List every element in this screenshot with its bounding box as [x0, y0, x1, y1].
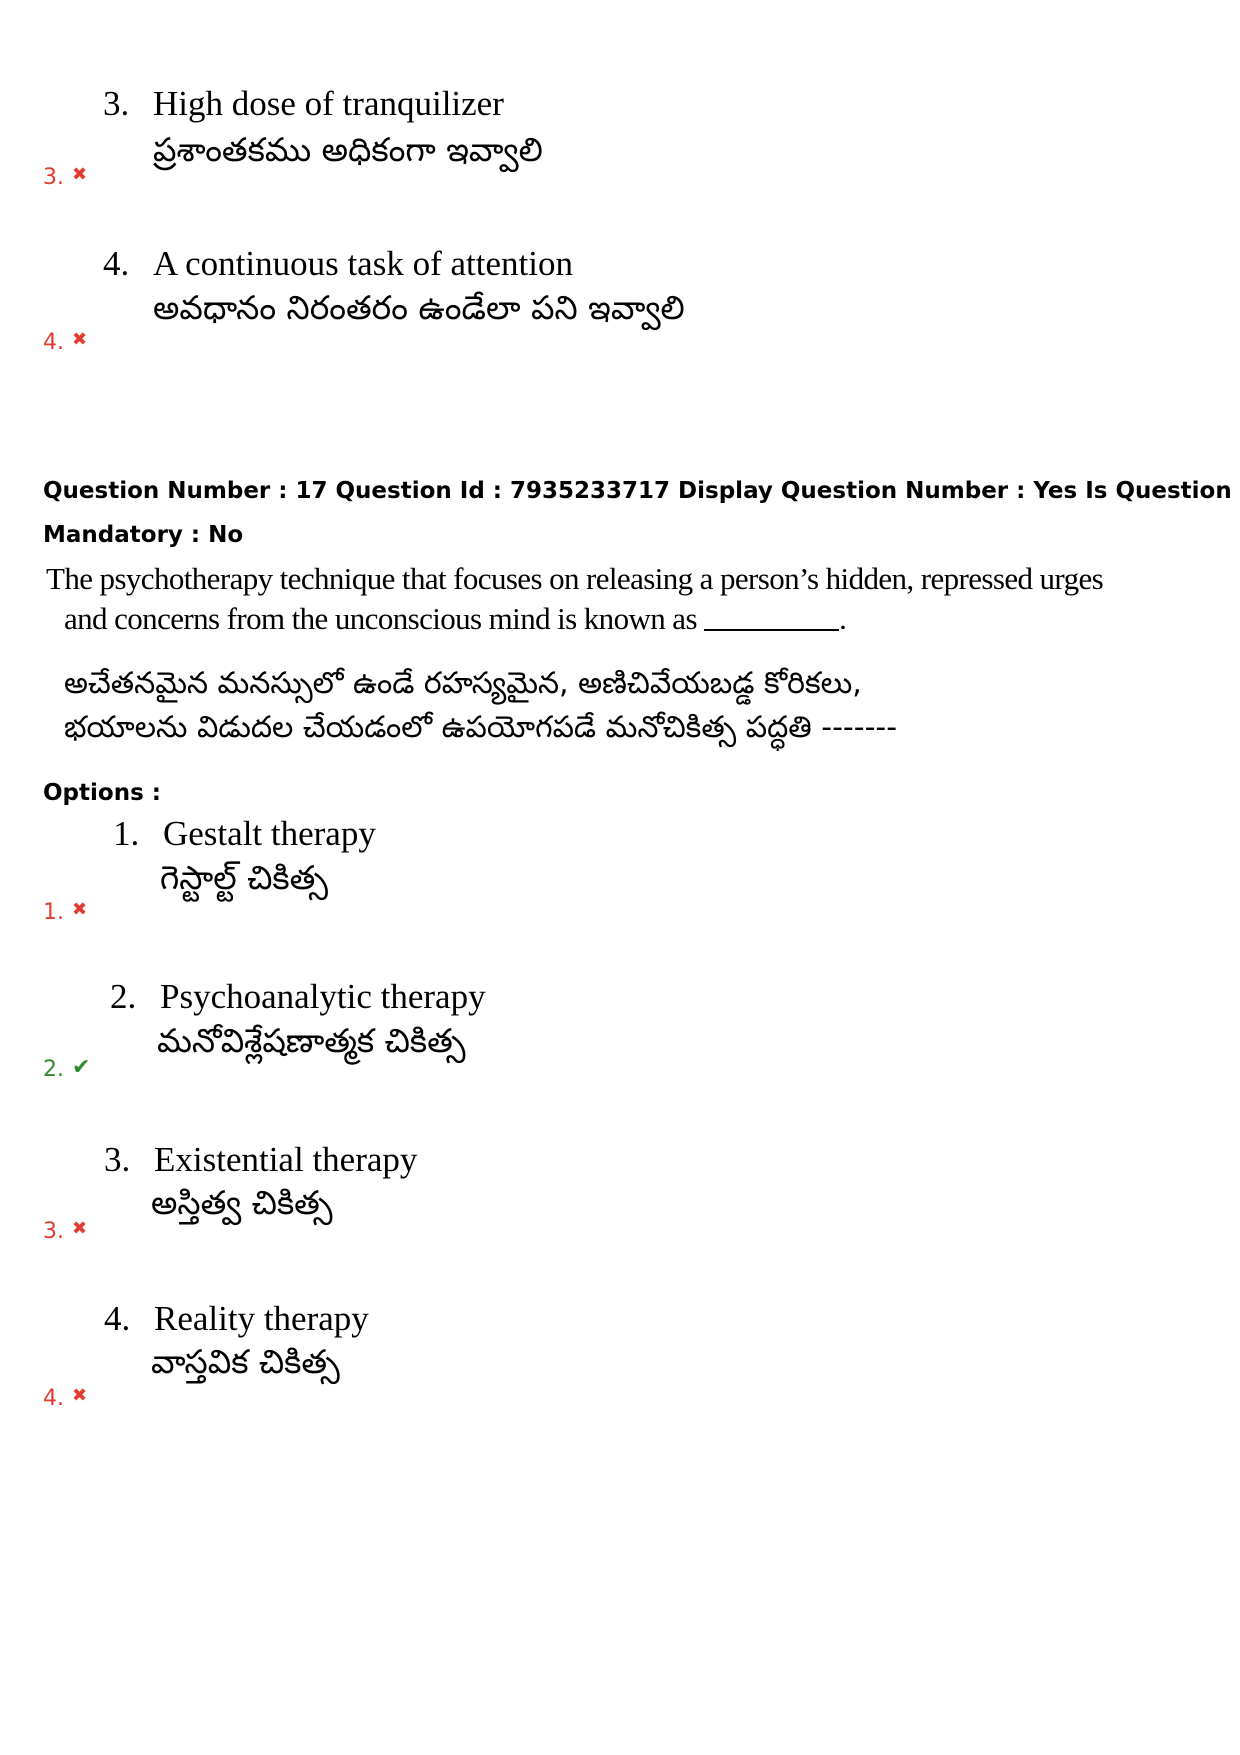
question-text-telugu-line1: అచేతనమైన మనస్సులో ఉండే రహస్యమైన, అణిచివేయబడ్డ కోరికలు,	[64, 666, 862, 701]
question-text-telugu-line2: భయాలను విడుదల చేయడంలో ఉపయోగపడే మనోచికిత్స పద్ధతి -------	[64, 710, 898, 745]
option-2-marker: 2. ✔	[43, 1055, 91, 1082]
option-1-marker: 1. ✖	[43, 899, 88, 925]
option-1-number: 1.	[113, 814, 140, 853]
prev-option-4-english	[103, 242, 573, 286]
cross-icon: ✖	[72, 899, 88, 920]
checkmark-icon: ✔	[72, 1055, 91, 1080]
prev-option-4-telugu: అవధానం నిరంతరం ఉండేలా పని ఇవ్వాలి	[153, 288, 685, 327]
option-4-number: 4.	[104, 1299, 131, 1338]
option-4-english	[104, 1297, 369, 1341]
option-2-number: 2.	[110, 977, 137, 1016]
prev-option-4-number: 4.	[103, 244, 130, 283]
option-3-marker: 3. ✖	[43, 1218, 88, 1244]
prev-option-4-marker: 4. ✖	[43, 329, 88, 355]
option-2-text: Psychoanalytic therapy	[160, 977, 486, 1016]
prev-option-3-number: 3.	[103, 84, 130, 123]
option-4-marker: 4. ✖	[43, 1385, 88, 1411]
option-4-text: Reality therapy	[154, 1299, 369, 1338]
question-mandatory: Mandatory : No	[43, 522, 244, 548]
option-4-telugu: వాస్తవిక చికిత్స	[151, 1342, 340, 1381]
cross-icon: ✖	[72, 329, 88, 350]
option-3-text: Existential therapy	[154, 1140, 418, 1179]
option-3-number: 3.	[104, 1140, 131, 1179]
prev-option-4-text: A continuous task of attention	[153, 244, 573, 283]
answer-blank	[704, 603, 839, 631]
option-1-english	[113, 812, 376, 856]
prev-option-3-telugu: ప్రశాంతకము అధికంగా ఇవ్వాలి	[153, 130, 543, 169]
options-label: Options :	[43, 780, 161, 806]
question-header: Question Number : 17 Question Id : 7935233717 Display Question Number : Yes Is Question	[43, 478, 1232, 504]
cross-icon: ✖	[72, 164, 88, 185]
question-text-english-line1: The psychotherapy technique that focuses on releasing a person’s hidden, repressed urges	[46, 561, 1104, 596]
option-1-text: Gestalt therapy	[163, 814, 376, 853]
option-2-telugu: మనోవిశ్లేషణాత్మక చికిత్స	[157, 1021, 466, 1060]
cross-icon: ✖	[72, 1218, 88, 1239]
option-2-english	[110, 975, 486, 1019]
option-1-telugu: గెస్టాల్ట్ చికిత్స	[160, 858, 329, 897]
prev-option-3-english	[103, 82, 504, 126]
prev-option-3-marker: 3. ✖	[43, 164, 88, 190]
prev-option-3-text: High dose of tranquilizer	[153, 84, 504, 123]
cross-icon: ✖	[72, 1385, 88, 1406]
option-3-telugu: అస్తిత్వ చికిత్స	[151, 1183, 333, 1222]
question-text-english-line2: and concerns from the unconscious mind is known as .	[64, 601, 847, 636]
option-3-english	[104, 1138, 417, 1182]
